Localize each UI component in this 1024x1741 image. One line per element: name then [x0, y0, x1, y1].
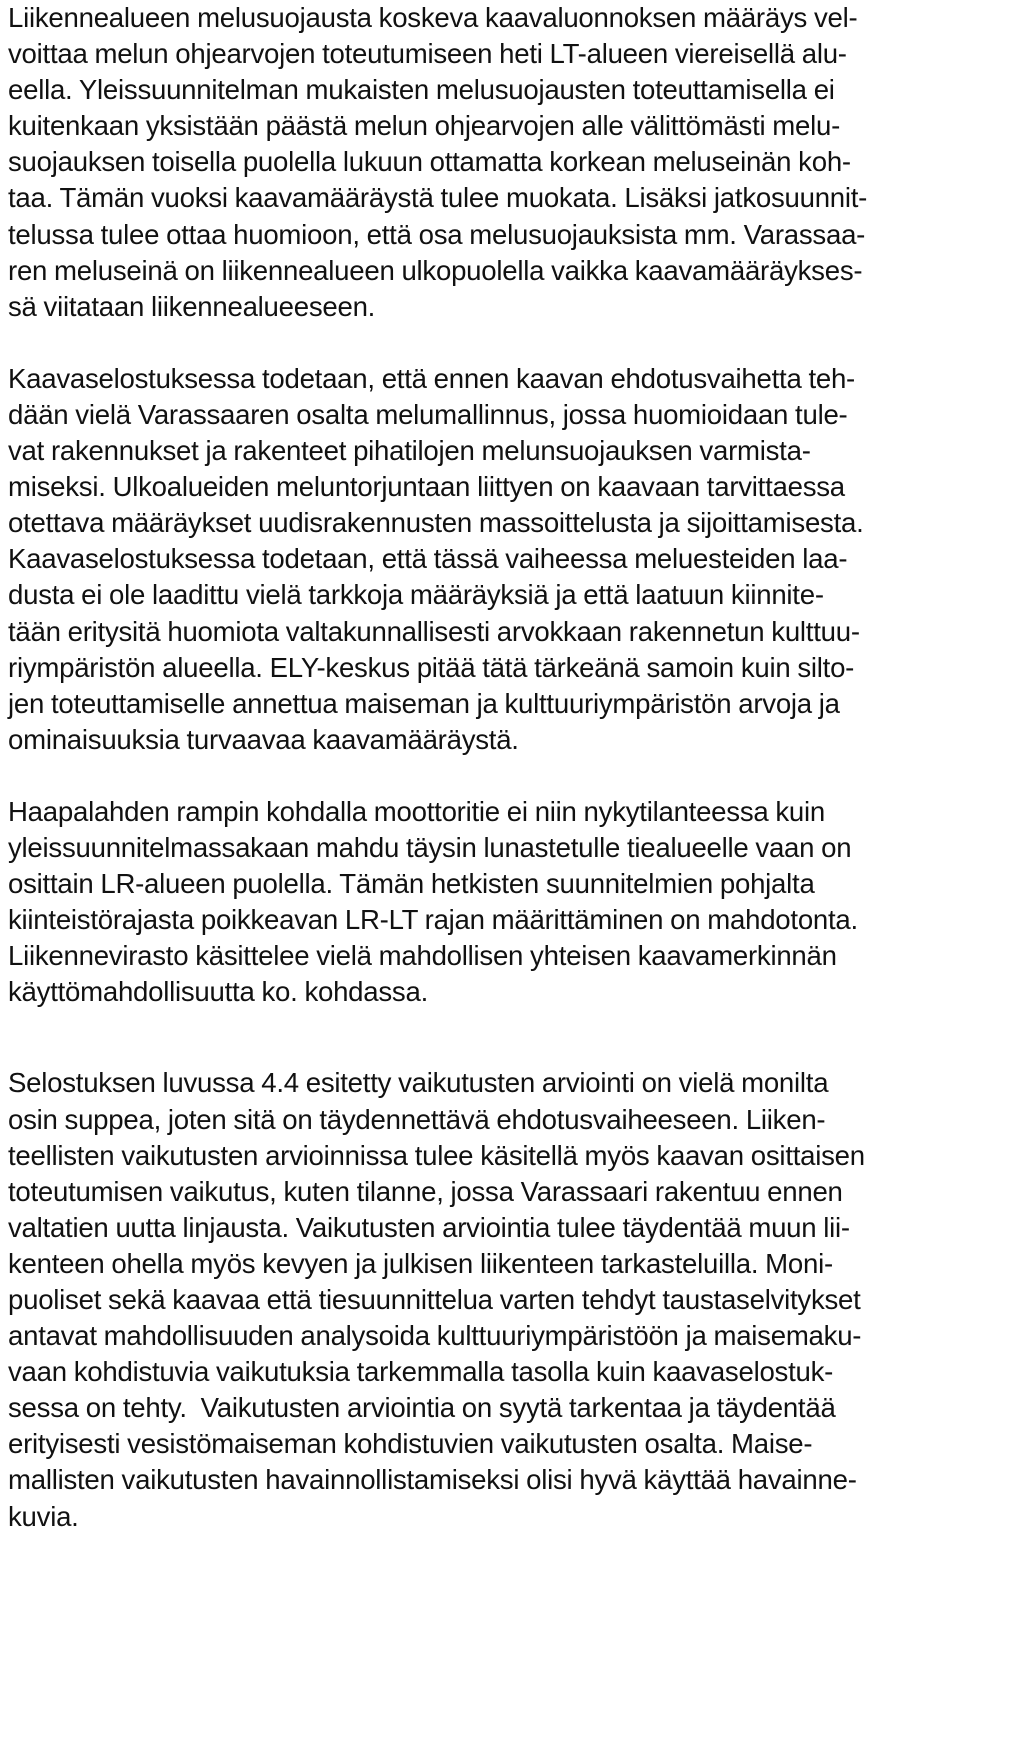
text-line: kuvia.	[8, 1500, 79, 1532]
text-line: miseksi. Ulkoalueiden meluntorjuntaan liittyen on kaavaan tarvittaessa	[8, 471, 845, 503]
text-line: sä viitataan liikennealueeseen.	[8, 290, 376, 322]
text-line: jen toteuttamiselle annettua maiseman ja kulttuuriympäristön arvoja ja	[8, 687, 840, 719]
paragraph-kaavaselostus	[8, 361, 1008, 758]
text-line: otettava määräykset uudisrakennusten massoittelusta ja sijoittamisesta.	[8, 507, 864, 539]
text-line: teellisten vaikutusten arvioinnissa tulee käsitellä myös kaavan osittaisen	[8, 1139, 865, 1171]
text-line: tään eritysitä huomiota valtakunnallisesti arvokkaan rakennetun kulttuu-	[8, 615, 860, 647]
text-line: osin suppea, joten sitä on täydennettävä ehdotusvaiheeseen. Liiken-	[8, 1103, 826, 1135]
text-line: riympäristön alueella. ELY-keskus pitää tätä tärkeänä samoin kuin silto-	[8, 651, 855, 683]
text-line: Liikennevirasto käsittelee vielä mahdollisen yhteisen kaavamerkinnän	[8, 940, 837, 972]
text-line: erityisesti vesistömaiseman kohdistuvien vaikutusten osalta. Maise-	[8, 1428, 813, 1460]
text-line: mallisten vaikutusten havainnollistamiseksi olisi hyvä käyttää havainne-	[8, 1464, 857, 1496]
text-line: taa. Tämän vuoksi kaavamääräystä tulee muokata. Lisäksi jatkosuunnit-	[8, 182, 868, 214]
text-line: vat rakennukset ja rakenteet pihatilojen melunsuojauksen varmista-	[8, 435, 811, 467]
text-line: kenteen ohella myös kevyen ja julkisen liikenteen tarkasteluilla. Moni-	[8, 1247, 833, 1279]
text-line: kiinteistörajasta poikkeavan LR-LT rajan määrittäminen on mahdotonta.	[8, 904, 858, 936]
text-line: valtatien uutta linjausta. Vaikutusten arviointia tulee täydentää muun lii-	[8, 1211, 850, 1243]
text-line: Kaavaselostuksessa todetaan, että tässä vaiheessa meluesteiden laa-	[8, 543, 848, 575]
text-line: dään vielä Varassaaren osalta melumallinnus, jossa huomioidaan tule-	[8, 398, 848, 430]
text-line: Haapalahden rampin kohdalla moottoritie ei niin nykytilanteessa kuin	[8, 795, 825, 827]
text-line: telussa tulee ottaa huomioon, että osa melusuojauksista mm. Varassaa-	[8, 218, 866, 250]
text-line: Liikennealueen melusuojausta koskeva kaavaluonnoksen määräys vel-	[8, 2, 858, 33]
text-line: dusta ei ole laadittu vielä tarkkoja määräyksiä ja että laatuun kiinnite-	[8, 579, 824, 611]
text-line: toteutumisen vaikutus, kuten tilanne, jossa Varassaari rakentuu ennen	[8, 1175, 843, 1207]
document-page	[8, 0, 1008, 1535]
text-line: ren meluseinä on liikennealueen ulkopuolella vaikka kaavamääräykses-	[8, 254, 863, 286]
text-line: Kaavaselostuksessa todetaan, että ennen kaavan ehdotusvaihetta teh-	[8, 362, 856, 394]
text-line: osittain LR-alueen puolella. Tämän hetkisten suunnitelmien pohjalta	[8, 868, 815, 900]
text-line: voittaa melun ohjearvojen toteutumiseen heti LT-alueen viereisellä alu-	[8, 38, 847, 70]
text-line: käyttömahdollisuutta ko. kohdassa.	[8, 976, 428, 1008]
text-line: eella. Yleissuunnitelman mukaisten melusuojausten toteuttamisella ei	[8, 74, 835, 106]
text-line: sessa on tehty. Vaikutusten arviointia on syytä tarkentaa ja täydentää	[8, 1392, 836, 1424]
paragraph-melusuojaus	[8, 0, 1008, 325]
text-line: kuitenkaan yksistään päästä melun ohjearvojen alle välittömästi melu-	[8, 110, 841, 142]
text-line: vaan kohdistuvia vaikutuksia tarkemmalla tasolla kuin kaavaselostuk-	[8, 1356, 834, 1388]
paragraph-vaikutusten-arviointi	[8, 1065, 1008, 1534]
text-line: yleissuunnitelmassakaan mahdu täysin lunastetulle tiealueelle vaan on	[8, 831, 852, 863]
text-line: ominaisuuksia turvaavaa kaavamääräystä.	[8, 723, 519, 755]
text-line: puoliset sekä kaavaa että tiesuunnittelua varten tehdyt taustaselvitykset	[8, 1284, 861, 1315]
paragraph-haapalahti	[8, 794, 1008, 1011]
text-line: antavat mahdollisuuden analysoida kulttuuriympäristöön ja maisemaku-	[8, 1320, 862, 1352]
text-line: Selostuksen luvussa 4.4 esitetty vaikutusten arviointi on vielä monilta	[8, 1067, 829, 1099]
text-line: suojauksen toisella puolella lukuun ottamatta korkean meluseinän koh-	[8, 146, 851, 178]
